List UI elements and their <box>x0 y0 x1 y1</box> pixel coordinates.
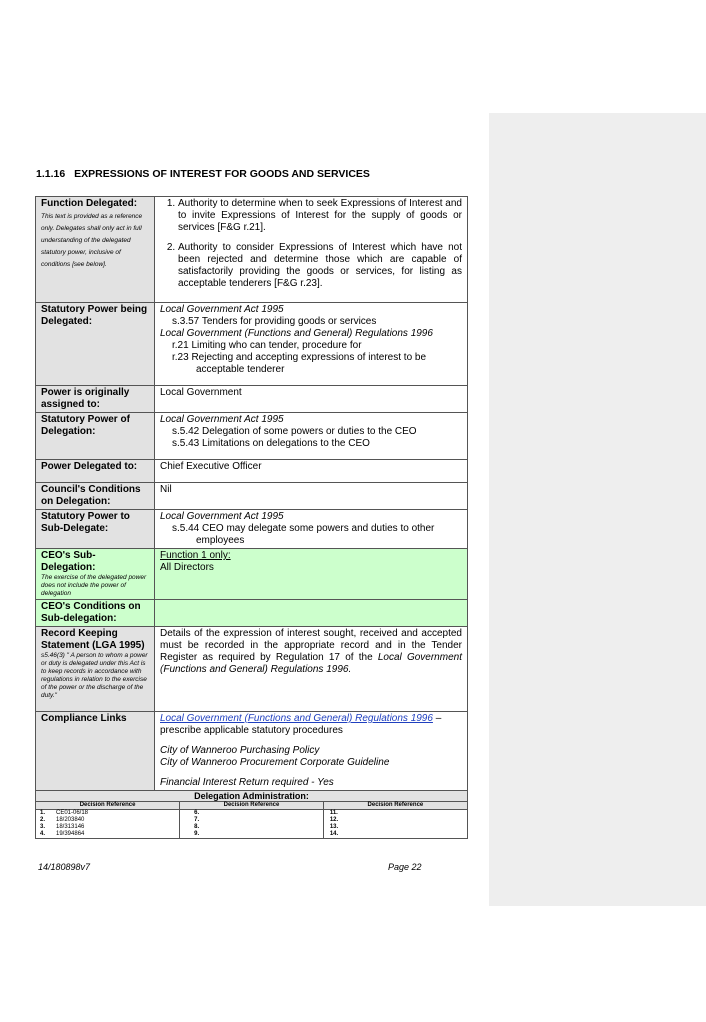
ceo-conditions-value <box>155 600 468 627</box>
compliance-policy1: City of Wanneroo Purchasing Policy <box>160 745 320 756</box>
footer-page-number: Page 22 <box>388 862 422 872</box>
sub-delegate-s544b: employees <box>196 535 245 546</box>
compliance-label: Compliance Links <box>36 712 155 791</box>
statutory-r23a: r.23 Rejecting and accepting expressions of interest to be <box>172 352 427 363</box>
dref-row: 2. 18/203840 <box>40 817 85 823</box>
dref-num: 7. <box>194 817 200 823</box>
sub-delegate-s544a: s.5.44 CEO may delegate some powers and duties to other <box>172 523 435 534</box>
statutory-label: Statutory Power being Delegated: <box>36 303 155 386</box>
council-conditions-value: Nil <box>155 483 468 510</box>
delegated-to-value: Chief Executive Officer <box>155 460 468 483</box>
record-note: s5.46(3) " A person to whom a power or duty is delegated under this Act is to keep records in accordance with regulations in relation to the exercise of the power or the discharge of the duty." <box>41 652 148 699</box>
dref-num: 8. <box>194 824 200 830</box>
statutory-r21: r.21 Limiting who can tender, procedure for <box>172 340 362 351</box>
dref-row: 4. 19/394864 <box>40 831 85 837</box>
record-label: Record Keeping Statement (LGA 1995) <box>41 628 145 651</box>
row-ceo-sub-delegation <box>36 549 468 600</box>
row-council-conditions <box>36 483 468 510</box>
dref-row: 1. CE01-06/18 <box>40 810 89 816</box>
sub-delegate-act: Local Government Act 1995 <box>160 511 284 522</box>
comment-panel <box>489 113 706 906</box>
compliance-policy2: City of Wanneroo Procurement Corporate Guideline <box>160 757 390 768</box>
delegation-s543: s.5.43 Limitations on delegations to the CEO <box>172 438 370 449</box>
council-conditions-label: Council's Conditions on Delegation: <box>36 483 155 510</box>
compliance-financial: Financial Interest Return required - Yes <box>160 777 334 788</box>
row-sub-delegate <box>36 510 468 549</box>
dref-num: 14. <box>329 831 339 837</box>
statutory-act2: Local Government (Functions and General) Regulations 1996 <box>160 328 433 339</box>
ceo-sub-label: CEO's Sub-Delegation: <box>41 550 96 573</box>
function-list <box>160 198 462 290</box>
delegated-to-label: Power Delegated to: <box>36 460 155 483</box>
dref-num: 11. <box>329 810 338 816</box>
dref-num: 13. <box>329 824 339 830</box>
ceo-sub-line1: Function 1 only: <box>160 550 231 561</box>
statutory-r23b: acceptable tenderer <box>196 364 285 375</box>
row-function-delegated <box>36 197 468 303</box>
delegation-table <box>35 196 468 839</box>
sub-delegate-label: Statutory Power to Sub-Delegate: <box>36 510 155 549</box>
ceo-conditions-label: CEO's Conditions on Sub-delegation: <box>36 600 155 627</box>
decision-reference-table <box>36 802 467 838</box>
row-statutory-power <box>36 303 468 386</box>
dref-num: 9. <box>194 831 200 837</box>
section-heading <box>36 168 370 180</box>
delegation-act: Local Government Act 1995 <box>160 414 284 425</box>
dref-num: 12. <box>329 817 339 823</box>
function-label: Function Delegated: <box>41 198 138 209</box>
dref-header-1: Decision Reference <box>36 802 180 810</box>
record-text: Details of the expression of interest sought, received and accepted must be recorded in the appropriate record and in the Tender Register as required by Regulation 17 of the <box>160 628 462 663</box>
statutory-s357: s.3.57 Tenders for providing goods or services <box>172 316 377 327</box>
function-note: This text is provided as a reference only. Delegates shall only act in full understanding of the delegated statutory power, inclusive of conditions [see below]. <box>41 213 143 268</box>
delegation-s542: s.5.42 Delegation of some powers or duties to the CEO <box>172 426 417 437</box>
dref-row: 3. 18/313146 <box>40 824 85 830</box>
row-ceo-conditions <box>36 600 468 627</box>
footer-document-id: 14/180898v7 <box>38 862 91 872</box>
delegation-label: Statutory Power of Delegation: <box>36 413 155 460</box>
compliance-link-suffix: – prescribe applicable statutory procedures <box>160 713 442 736</box>
assigned-label: Power is originally assigned to: <box>36 386 155 413</box>
compliance-link[interactable]: Local Government (Functions and General) Regulations 1996 <box>160 713 433 724</box>
record-text-italic: Local Government (Functions and General) Regulations 1996. <box>160 652 462 675</box>
dref-header-2: Decision Reference <box>180 802 324 810</box>
dref-header-3: Decision Reference <box>367 802 424 808</box>
ceo-sub-note: The exercise of the delegated power does not include the power of delegation <box>41 574 147 597</box>
ceo-sub-line2: All Directors <box>160 562 214 573</box>
row-delegation-admin <box>36 791 468 839</box>
function-item-1: 1. Authority to determine when to seek Expressions of Interest and to invite Expressions of Interest for the supply of goods or services [F&G r.21]. <box>178 198 462 234</box>
assigned-value: Local Government <box>155 386 468 413</box>
row-compliance <box>36 712 468 791</box>
row-power-assigned <box>36 386 468 413</box>
statutory-act1: Local Government Act 1995 <box>160 304 284 315</box>
section-title: EXPRESSIONS OF INTEREST FOR GOODS AND SERVICES <box>74 168 370 180</box>
section-number: 1.1.16 <box>36 168 66 180</box>
dref-num: 6. <box>194 810 200 816</box>
row-power-of-delegation <box>36 413 468 460</box>
row-record-keeping <box>36 627 468 712</box>
admin-title: Delegation Administration: <box>36 791 467 802</box>
row-delegated-to <box>36 460 468 483</box>
function-item-2: 2. Authority to consider Expressions of Interest which have not been rejected and determine those which are capable of satisfactorily providing the goods or services, for listing as acceptable tenderers [F&G r.23]. <box>178 242 462 290</box>
